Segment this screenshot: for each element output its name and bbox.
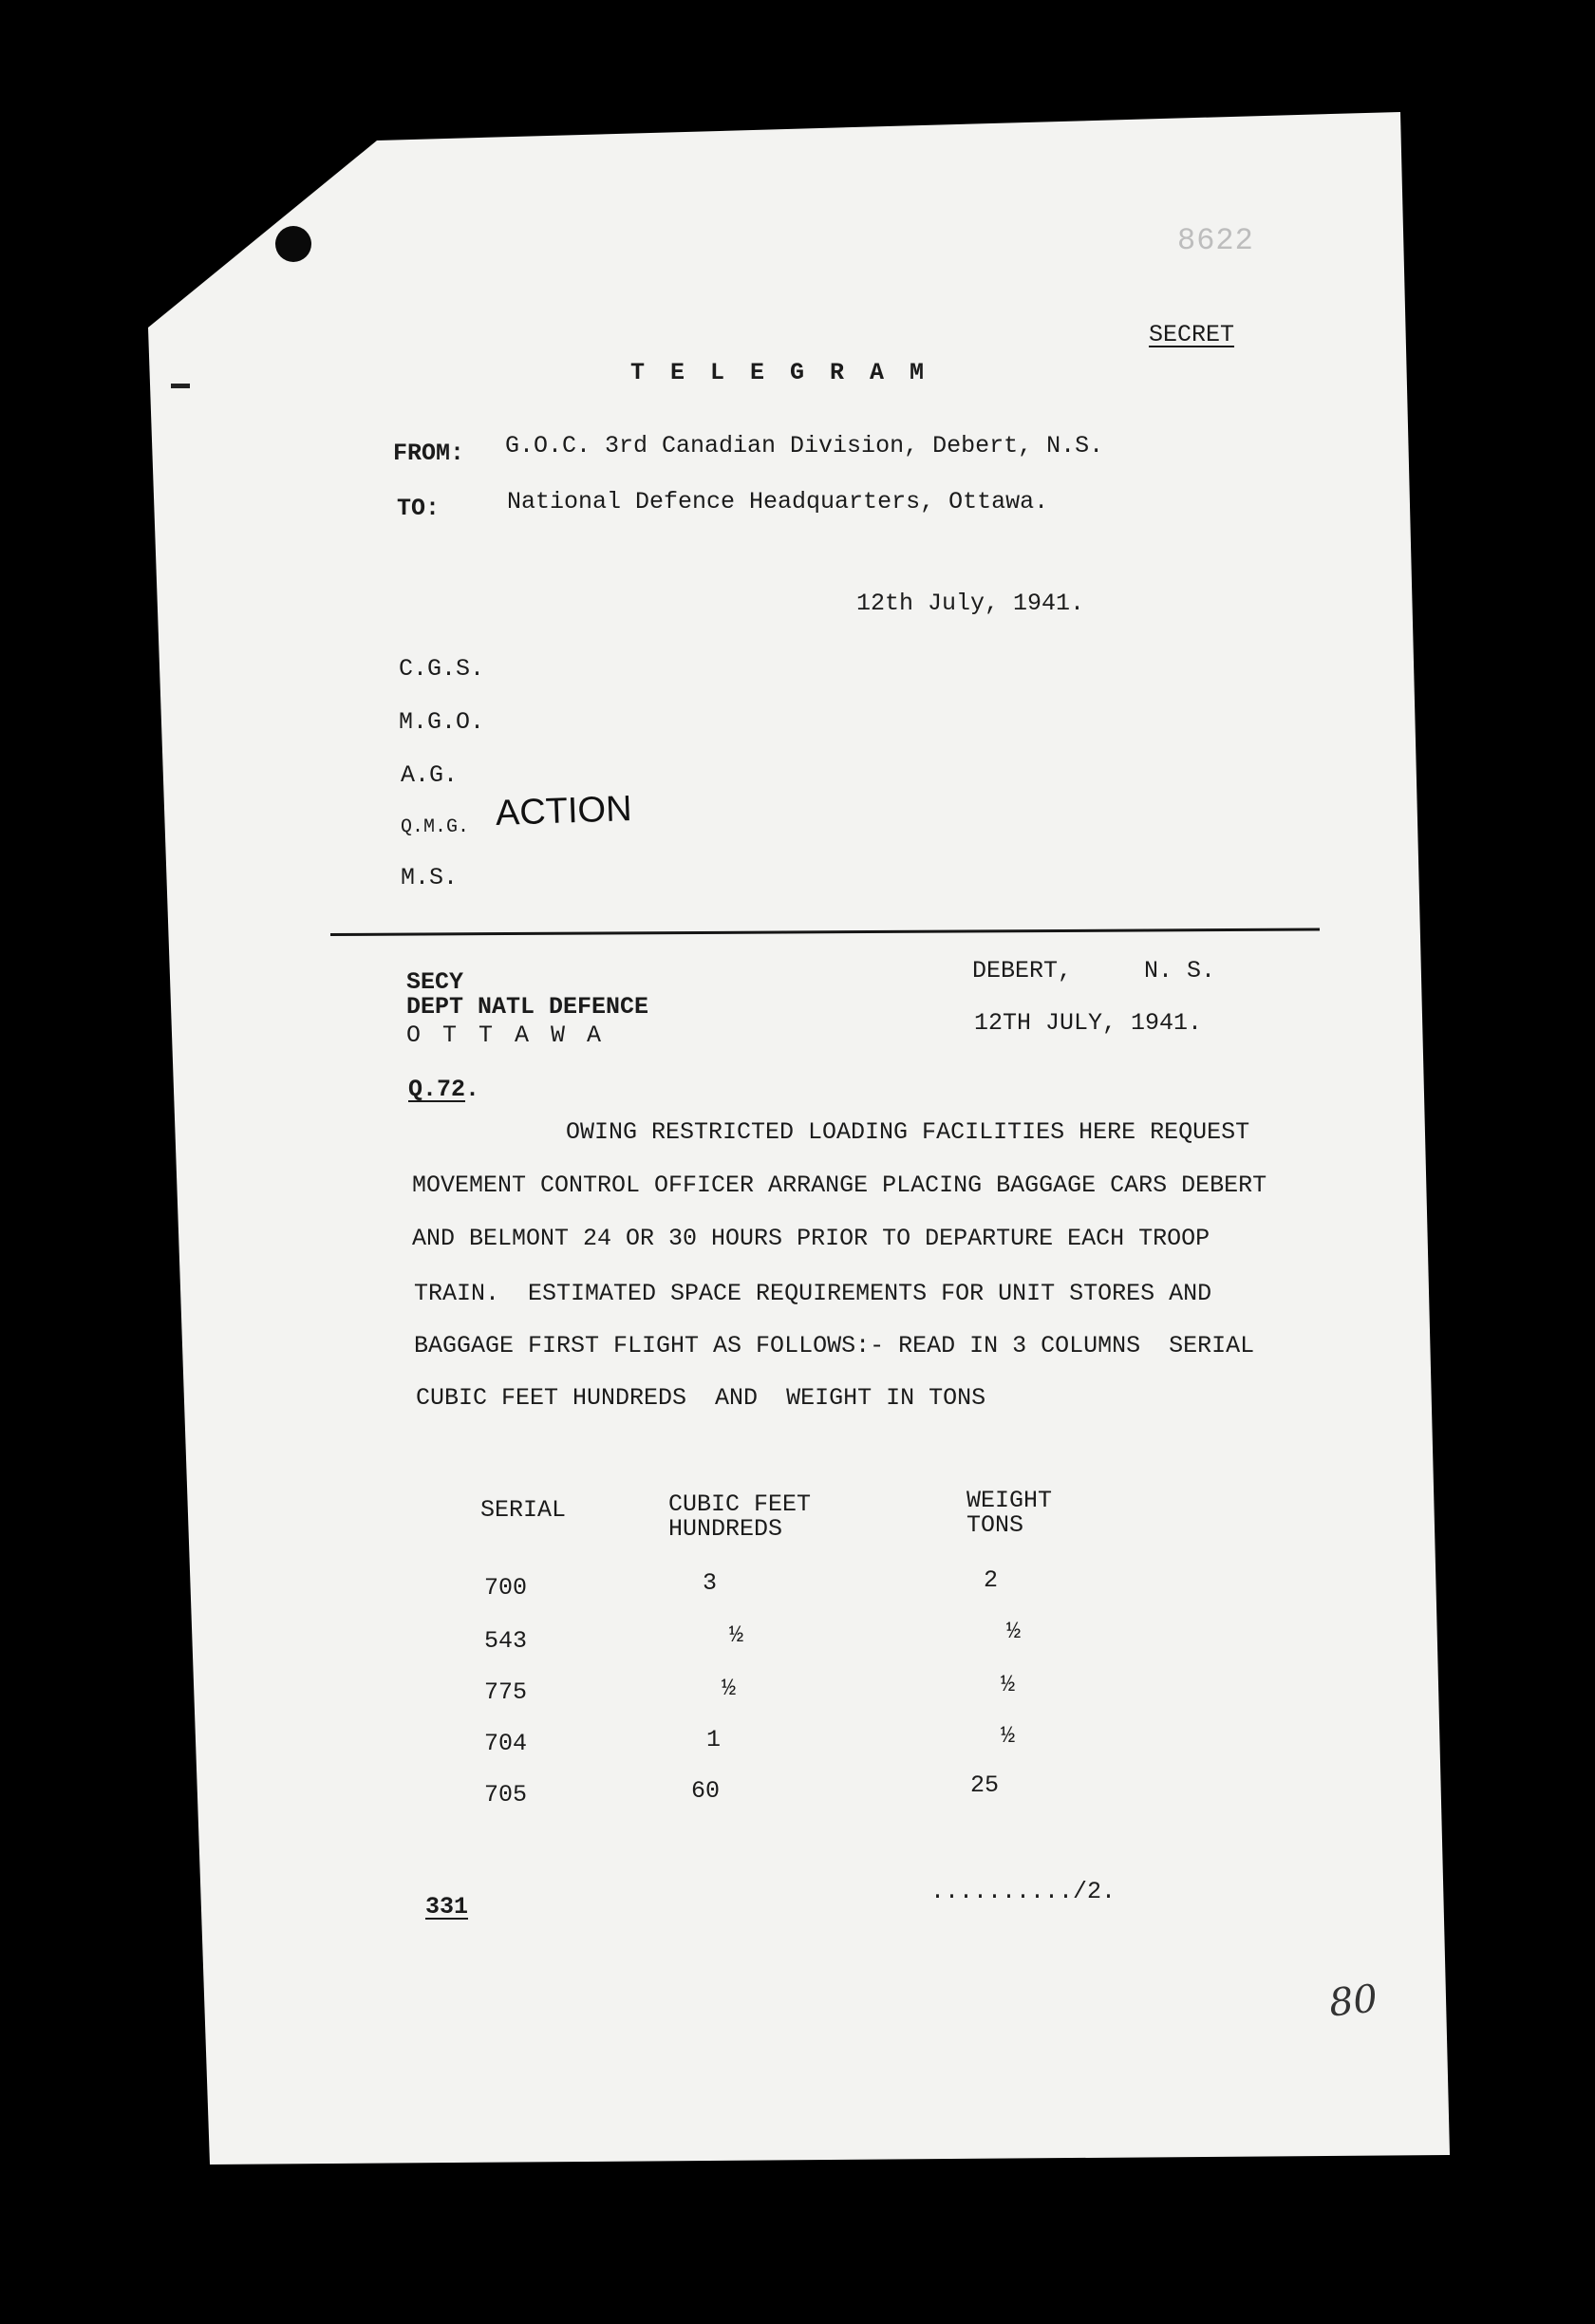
table-row-1-weight: 2 [984,1566,999,1594]
punch-hole [275,226,311,262]
telegram-date: 12th July, 1941. [856,590,1085,617]
table-row-1-serial: 700 [484,1574,528,1602]
table-row-5-cubic: 60 [691,1777,721,1805]
from-label: FROM: [393,440,465,467]
to-value: National Defence Headquarters, Ottawa. [507,488,1049,515]
edge-mark [171,384,190,388]
table-row-1-cubic: 3 [703,1569,718,1597]
to-label: TO: [397,495,441,522]
table-row-2-cubic: ½ [729,1621,744,1649]
archive-number: 8622 [1177,223,1254,258]
continuation-marker: ........../2. [930,1878,1116,1905]
document-heading: T E L E G R A M [630,359,930,386]
distribution-ms: M.S. [401,864,459,891]
action-stamp: ACTION [495,789,633,834]
table-row-2-serial: 543 [484,1627,528,1655]
table-row-4-weight: ½ [1001,1722,1016,1750]
body-line-4: TRAIN. ESTIMATED SPACE REQUIREMENTS FOR UNIT STORES AND [414,1280,1212,1307]
address-line-2: DEPT NATL DEFENCE [406,993,649,1021]
table-header-cubic-feet: CUBIC FEET HUNDREDS [668,1490,812,1544]
address-line-3: O T T A W A [406,1021,606,1049]
from-value: G.O.C. 3rd Canadian Division, Debert, N.S. [505,432,1104,459]
message-province: N. S. [1144,957,1216,984]
table-row-2-weight: ½ [1006,1618,1022,1645]
table-row-3-weight: ½ [1001,1671,1016,1698]
distribution-cgs: C.G.S. [399,655,485,683]
body-line-1: OWING RESTRICTED LOADING FACILITIES HERE REQUEST [566,1118,1250,1146]
classification-label: SECRET [1149,321,1235,348]
table-header-serial: SERIAL [480,1496,567,1524]
distribution-qmg: Q.M.G. [401,816,470,838]
table-row-5-serial: 705 [484,1781,528,1809]
folio-number: 80 [1326,1977,1380,2026]
table-row-4-serial: 704 [484,1730,528,1757]
table-row-3-cubic: ½ [722,1675,737,1702]
body-line-6: CUBIC FEET HUNDREDS AND WEIGHT IN TONS [416,1384,986,1412]
table-row-3-serial: 775 [484,1678,528,1706]
distribution-ag: A.G. [401,761,459,789]
table-header-weight: WEIGHT TONS [966,1487,1053,1540]
reference-number [408,1078,479,1101]
table-row-5-weight: 25 [970,1771,1000,1799]
distribution-mgo: M.G.O. [399,708,485,736]
address-line-1: SECY [406,968,464,996]
body-line-2: MOVEMENT CONTROL OFFICER ARRANGE PLACING BAGGAGE CARS DEBERT [412,1171,1267,1199]
reference-code: Q.72 [408,1076,466,1103]
reference-period: . [465,1076,480,1103]
body-line-5: BAGGAGE FIRST FLIGHT AS FOLLOWS:- READ IN 3 COLUMNS SERIAL [414,1332,1255,1359]
table-row-4-cubic: 1 [706,1726,722,1753]
footer-number: 331 [425,1893,469,1921]
message-date: 12TH JULY, 1941. [974,1009,1203,1037]
body-line-3: AND BELMONT 24 OR 30 HOURS PRIOR TO DEPARTURE EACH TROOP [412,1225,1210,1252]
message-place: DEBERT, [972,957,1073,984]
